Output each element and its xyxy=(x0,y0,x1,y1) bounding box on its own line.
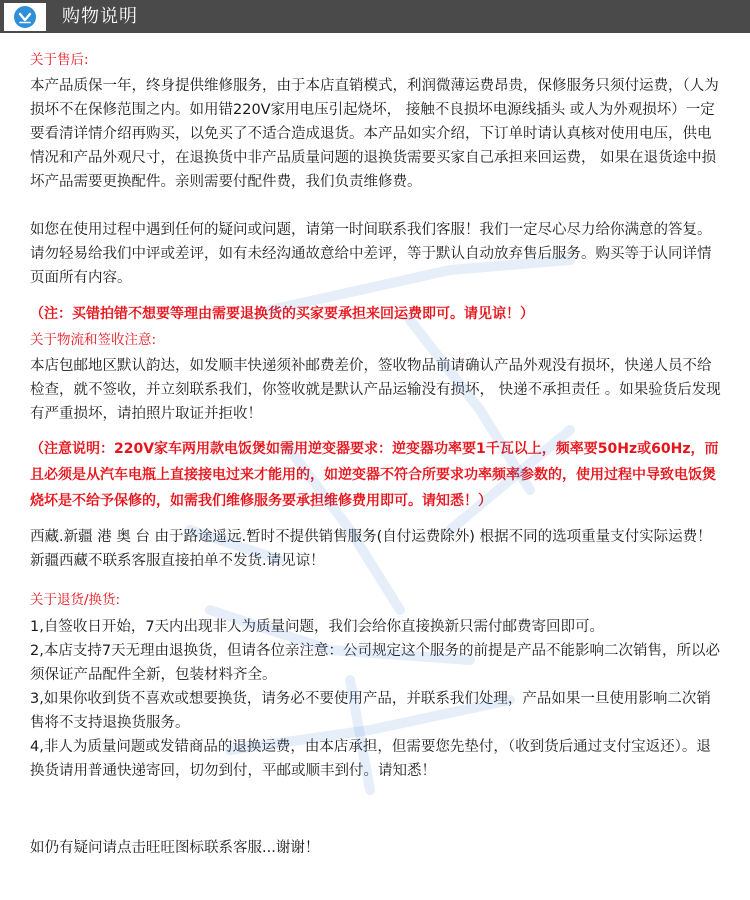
after-sales-heading: 关于售后: xyxy=(30,52,89,68)
logistics-heading: 关于物流和签收注意: xyxy=(30,332,157,348)
logistics-paragraph: 本店包邮地区默认韵达，如发顺丰快递须补邮费差价，签收物品前请确认产品外观没有损坏，快递人员不给检查，就不签收，并立刻联系我们，你签收就是默认产品运输没有损坏， 快递不承担责任 。如果验货后发现有严重损坏，请拍照片取证并拒收！ xyxy=(30,358,721,422)
inverter-note: （注意说明：220V家车两用款电饭煲如需用逆变器要求：逆变器功率要1千瓦以上，频率要50Hz或60Hz，而且必须是从汽车电瓶上直接接电过来才能用的，如逆变器不符合所要求功率频率参数的，使用过程中导致电饭煲烧坏是不给予保修的，如需我们维修服务要承担维修费用即可。请知悉！） xyxy=(30,441,719,509)
list-item: 1,自签收日开始，7天内出现非人为质量问题，我们会给你直接换新只需付邮费寄回即可。 xyxy=(30,619,605,635)
list-item: 3,如果你收到货不喜欢或想要换货，请务必不要使用产品，并联系我们处理，产品如果一旦使用影响二次销售将不支持退换货服务。 xyxy=(30,691,711,731)
remote-area-note: 西藏.新疆 港 奥 台 由于路途遥远.暂时不提供销售服务(自付运费除外) 根据不同的选项重量支付实际运费！新疆西藏不联系客服直接拍单不发货.请见谅！ xyxy=(30,529,712,569)
page-title: 购物说明 xyxy=(62,6,138,27)
footer-contact-note: 如仍有疑问请点击旺旺图标联系客服...谢谢！ xyxy=(30,840,320,856)
returns-heading: 关于退货/换货: xyxy=(30,592,121,608)
after-sales-paragraph-1: 本产品质保一年，终身提供维修服务，由于本店直销模式，利润微薄运费昂贵，保修服务只须付运费，（人为损坏不在保修范围之内。如用错220V家用电压引起烧坏， 接触不良损坏电源线插头 或人为外观损坏）一定要看清详情介绍再购买，以免买了不适合造成退货。本产品如实介绍，下订单时请认真核对使用电压，供电情况和产品外观尺寸，在退换货中非产品质量问题的退换货需要买家自己承担来回运费， 如果在退货途中损坏产品需要更换配件。亲则需要付配件费，我们负责维修费。 xyxy=(30,78,719,190)
list-item: 4,非人为质量问题或发错商品的退换运费，由本店承担，但需要您先垫付，（收到货后通过支付宝返还）。退换货请用普通快递寄回，切勿到付，平邮或顺丰到付。请知悉！ xyxy=(30,739,711,779)
after-sales-note: （注：买错拍错不想要等理由需要退换货的买家要承担来回运费即可。请见谅！） xyxy=(30,306,534,322)
header-bar xyxy=(0,0,750,33)
chevron-down-icon xyxy=(14,6,36,28)
logo-box xyxy=(4,3,46,31)
returns-list xyxy=(30,615,725,783)
list-item: 2,本店支持7天无理由退换货，但请各位亲注意：公司规定这个服务的前提是产品不能影响二次销售，所以必须保证产品配件全新，包装材料齐全。 xyxy=(30,643,721,683)
after-sales-paragraph-2: 如您在使用过程中遇到任何的疑问或问题，请第一时间联系我们客服！我们一定尽心尽力给你满意的答复。请勿轻易给我们中评或差评，如有未经沟通故意给中差评，等于默认自动放弃售后服务。购买等于认同详情页面所有内容。 xyxy=(30,222,712,286)
